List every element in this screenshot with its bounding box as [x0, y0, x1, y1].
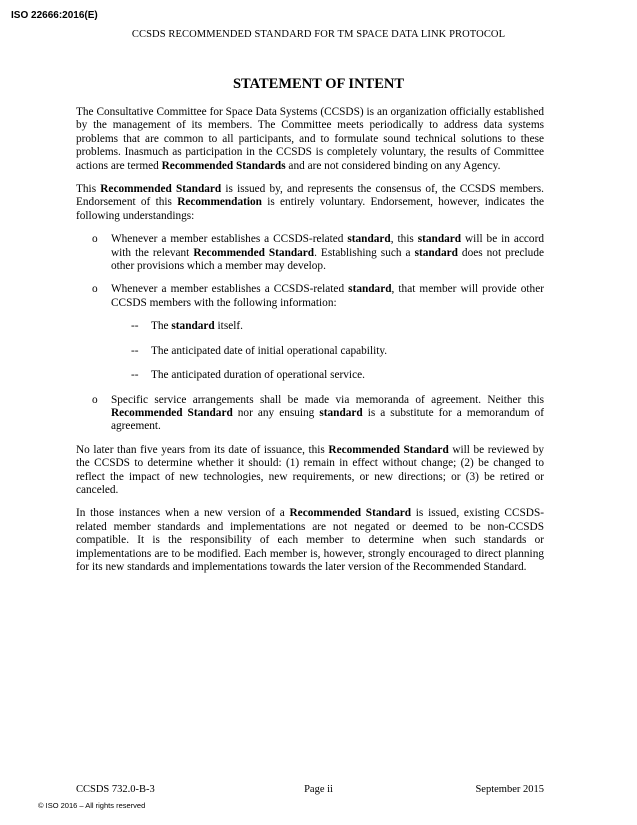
text-run: Whenever a member establishes a CCSDS-related — [111, 283, 349, 296]
bold-term: Recommendation — [177, 196, 262, 209]
text-run: is issued by, and represents the consensus of, the CCSDS members. Endorsement of this — [76, 183, 545, 209]
document-body — [76, 106, 544, 584]
text-run: The anticipated duration of operational service. — [151, 369, 365, 382]
text-run: The anticipated date of initial operational capability. — [151, 344, 388, 357]
text-run: Whenever a member establishes a CCSDS-related — [111, 233, 348, 246]
bold-term: standard — [171, 320, 215, 333]
bold-term: Recommended Standard — [100, 183, 222, 196]
dash-marker: -- — [131, 344, 139, 357]
dash-item-3 — [76, 369, 544, 382]
footer-date: September 2015 — [475, 784, 544, 795]
dash-marker: -- — [131, 320, 139, 333]
text-run: is issued, existing CCSDS-related member standards and implementations are not negated or deemed to be non-CCSDS compatible. It is the responsibility of each member to determine when such standards or implementations are to be modified. Each member is, however, strongly encouraged to direct planning for its new standards and implementations towards the later version of the Recommended Standard. — [76, 507, 544, 573]
text-run: , that member will provide other CCSDS members with the following information: — [111, 283, 544, 309]
paragraph-1 — [76, 106, 544, 173]
text-run: The — [151, 320, 172, 333]
bullet-marker: o — [92, 393, 98, 406]
footer-doc-id: CCSDS 732.0-B-3 — [76, 784, 155, 795]
bold-term: standard — [348, 283, 392, 296]
bullet-item-1 — [76, 233, 544, 273]
running-header: CCSDS RECOMMENDED STANDARD FOR TM SPACE DATA LINK PROTOCOL — [131, 29, 506, 40]
bold-term: standard — [414, 246, 458, 259]
text-run: No later than five years from its date of issuance, this — [76, 443, 329, 456]
text-run: , this — [390, 233, 418, 246]
text-run: will be reviewed by the CCSDS to determine whether it should: (1) remain in effect without change; (2) be changed to reflect the impact of new technologies, new requirements, or new directions; or (3) be retired or canceled. — [76, 443, 544, 496]
bullet-marker: o — [92, 233, 98, 246]
paragraph-3 — [76, 444, 544, 498]
dash-marker: -- — [131, 369, 139, 382]
bold-term: Recommended Standards — [161, 159, 286, 172]
bold-term: standard — [347, 233, 391, 246]
bold-term: standard — [319, 406, 363, 419]
bold-term: standard — [417, 233, 462, 246]
page-title: STATEMENT OF INTENT — [232, 76, 405, 92]
text-run: is a substitute for a memorandum of agreement. — [111, 406, 545, 433]
text-run: is entirely voluntary. Endorsement, however, indicates the following understandings: — [76, 196, 545, 222]
text-run: This — [76, 183, 101, 196]
text-run: Specific service arrangements shall be made via memoranda of agreement. Neither this — [111, 393, 544, 406]
dash-item-1 — [76, 320, 544, 333]
footer-page-number: Page ii — [304, 784, 333, 795]
iso-document-id: ISO 22666:2016(E) — [11, 10, 98, 21]
text-run: will be in accord with the relevant — [111, 233, 544, 259]
text-run: itself. — [214, 320, 243, 333]
text-run: . Establishing such a — [314, 246, 415, 259]
copyright-notice: © ISO 2016 – All rights reserved — [38, 801, 146, 810]
dash-item-2 — [76, 345, 544, 358]
text-run: nor any ensuing — [232, 406, 320, 419]
bold-term: Recommended Standard — [328, 443, 449, 456]
bullet-item-2 — [76, 283, 544, 310]
paragraph-2 — [76, 183, 544, 223]
text-run: and are not considered binding on any Agency. — [285, 159, 501, 172]
bullet-item-3 — [76, 394, 544, 434]
paragraph-4 — [76, 507, 544, 574]
bullet-marker: o — [92, 283, 98, 296]
text-run: does not preclude other provisions which a member may develop. — [111, 246, 544, 273]
bold-term: Recommended Standard — [289, 507, 412, 520]
text-run: The Consultative Committee for Space Data Systems (CCSDS) is an organization officially established by the management of its members. The Committee meets periodically to address data systems problems that are common to all participants, and to formulate sound technical solutions to these problems. Inasmuch as participation in the CCSDS is completely voluntary, the results of Committee actions are termed — [76, 106, 544, 172]
bold-term: Recommended Standard — [193, 246, 315, 259]
text-run: In those instances when a new version of a — [76, 507, 290, 520]
bold-term: Recommended Standard — [111, 406, 233, 419]
